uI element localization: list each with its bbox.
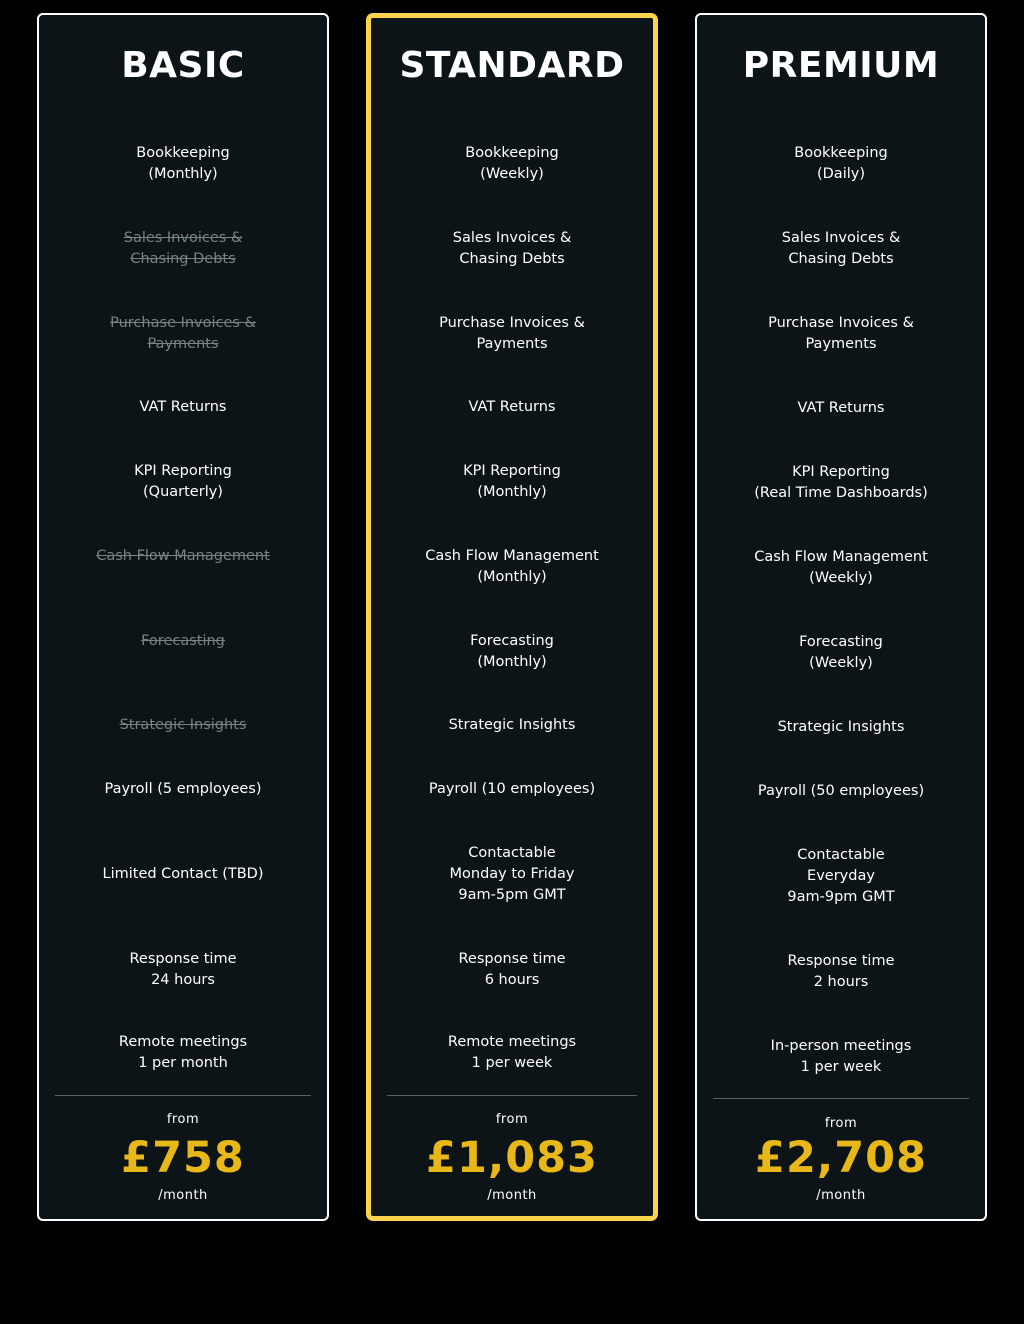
feature-line: (Daily) bbox=[816, 166, 865, 182]
feature-line: Remote meetings bbox=[118, 1034, 248, 1050]
feature-forecasting bbox=[705, 632, 977, 674]
feature-line: Purchase Invoices & bbox=[768, 315, 914, 331]
price-period: /month bbox=[158, 1188, 208, 1203]
feature-line: Response time bbox=[458, 951, 566, 967]
feature-line: (Weekly) bbox=[809, 570, 873, 586]
plan-card-standard bbox=[366, 13, 658, 1221]
feature-line: (Weekly) bbox=[809, 655, 873, 671]
feature-line: Bookkeeping bbox=[794, 145, 888, 161]
feature-line: VAT Returns bbox=[468, 399, 556, 415]
plan-title: STANDARD bbox=[399, 45, 625, 86]
feature-line: Forecasting bbox=[141, 633, 225, 649]
feature-purchase-invoices bbox=[379, 313, 645, 355]
feature-line: In-person meetings bbox=[770, 1038, 912, 1054]
feature-contact bbox=[47, 864, 319, 885]
feature-payroll bbox=[379, 779, 645, 800]
feature-line: 9am-9pm GMT bbox=[787, 889, 895, 905]
feature-cash-flow bbox=[47, 546, 319, 567]
feature-line: Strategic Insights bbox=[119, 717, 247, 733]
feature-kpi-reporting bbox=[47, 461, 319, 503]
feature-vat-returns bbox=[379, 397, 645, 418]
feature-line: Chasing Debts bbox=[459, 251, 565, 267]
from-label: from bbox=[824, 1116, 858, 1131]
feature-line: KPI Reporting bbox=[134, 463, 232, 479]
feature-line: Payroll (50 employees) bbox=[757, 783, 925, 799]
feature-meetings bbox=[379, 1032, 645, 1074]
from-label: from bbox=[495, 1112, 529, 1127]
feature-line: (Monthly) bbox=[477, 484, 547, 500]
feature-line: (Monthly) bbox=[477, 654, 547, 670]
feature-line: Everyday bbox=[807, 868, 875, 884]
feature-strategic-insights bbox=[705, 717, 977, 738]
feature-line: Cash Flow Management bbox=[96, 548, 270, 564]
feature-payroll bbox=[705, 781, 977, 802]
feature-line: Chasing Debts bbox=[788, 251, 894, 267]
divider bbox=[55, 1095, 311, 1096]
feature-line: Remote meetings bbox=[447, 1034, 577, 1050]
feature-vat-returns bbox=[705, 398, 977, 419]
price: £1,083 bbox=[426, 1133, 598, 1183]
feature-line: 1 per week bbox=[800, 1059, 882, 1075]
feature-line: (Quarterly) bbox=[143, 484, 223, 500]
price-period: /month bbox=[816, 1188, 866, 1203]
price: £2,708 bbox=[755, 1133, 927, 1183]
feature-line: Payroll (5 employees) bbox=[104, 781, 262, 797]
feature-line: Sales Invoices & bbox=[123, 230, 243, 246]
feature-strategic-insights bbox=[379, 715, 645, 736]
feature-bookkeeping bbox=[379, 143, 645, 185]
feature-meetings bbox=[47, 1032, 319, 1074]
feature-sales-invoices bbox=[705, 228, 977, 270]
feature-line: Sales Invoices & bbox=[781, 230, 901, 246]
feature-payroll bbox=[47, 779, 319, 800]
feature-line: Forecasting bbox=[470, 633, 554, 649]
feature-line: (Real Time Dashboards) bbox=[754, 485, 928, 501]
feature-contact bbox=[705, 845, 977, 908]
feature-line: Payments bbox=[147, 336, 219, 352]
feature-purchase-invoices bbox=[705, 313, 977, 355]
feature-response-time bbox=[47, 949, 319, 991]
price-period: /month bbox=[487, 1188, 537, 1203]
feature-line: Contactable bbox=[797, 847, 885, 863]
feature-line: Limited Contact (TBD) bbox=[102, 866, 264, 882]
feature-line: 1 per month bbox=[138, 1055, 228, 1071]
feature-cash-flow bbox=[379, 546, 645, 588]
feature-line: Cash Flow Management bbox=[425, 548, 599, 564]
feature-purchase-invoices bbox=[47, 313, 319, 355]
feature-line: 9am-5pm GMT bbox=[458, 887, 566, 903]
plan-card-basic bbox=[37, 13, 329, 1221]
feature-line: Monday to Friday bbox=[449, 866, 575, 882]
feature-forecasting bbox=[379, 631, 645, 673]
feature-line: Forecasting bbox=[799, 634, 883, 650]
feature-line: VAT Returns bbox=[139, 399, 227, 415]
feature-vat-returns bbox=[47, 397, 319, 418]
feature-sales-invoices bbox=[379, 228, 645, 270]
feature-strategic-insights bbox=[47, 715, 319, 736]
feature-line: 6 hours bbox=[484, 972, 540, 988]
feature-bookkeeping bbox=[705, 143, 977, 185]
feature-response-time bbox=[379, 949, 645, 991]
feature-response-time bbox=[705, 951, 977, 993]
feature-kpi-reporting bbox=[379, 461, 645, 503]
feature-sales-invoices bbox=[47, 228, 319, 270]
feature-line: VAT Returns bbox=[797, 400, 885, 416]
feature-line: Cash Flow Management bbox=[754, 549, 928, 565]
feature-line: (Monthly) bbox=[477, 569, 547, 585]
feature-line: Contactable bbox=[468, 845, 556, 861]
plan-card-premium bbox=[695, 13, 987, 1221]
from-label: from bbox=[166, 1112, 200, 1127]
plan-title: PREMIUM bbox=[742, 45, 940, 86]
feature-line: KPI Reporting bbox=[792, 464, 890, 480]
feature-bookkeeping bbox=[47, 143, 319, 185]
feature-line: Response time bbox=[787, 953, 895, 969]
feature-line: Response time bbox=[129, 951, 237, 967]
feature-line: Purchase Invoices & bbox=[110, 315, 256, 331]
feature-line: Bookkeeping bbox=[136, 145, 230, 161]
feature-line: Strategic Insights bbox=[777, 719, 905, 735]
plan-title: BASIC bbox=[121, 45, 245, 86]
feature-line: 1 per week bbox=[471, 1055, 553, 1071]
feature-line: Strategic Insights bbox=[448, 717, 576, 733]
feature-line: (Monthly) bbox=[148, 166, 218, 182]
feature-cash-flow bbox=[705, 547, 977, 589]
feature-line: 24 hours bbox=[151, 972, 215, 988]
feature-line: Bookkeeping bbox=[465, 145, 559, 161]
feature-forecasting bbox=[47, 631, 319, 652]
feature-kpi-reporting bbox=[705, 462, 977, 504]
feature-line: Chasing Debts bbox=[130, 251, 236, 267]
feature-contact bbox=[379, 843, 645, 906]
price: £758 bbox=[121, 1133, 245, 1183]
feature-line: Sales Invoices & bbox=[452, 230, 572, 246]
feature-line: Payroll (10 employees) bbox=[428, 781, 596, 797]
feature-line: KPI Reporting bbox=[463, 463, 561, 479]
feature-line: 2 hours bbox=[813, 974, 869, 990]
feature-line: Payments bbox=[805, 336, 877, 352]
divider bbox=[387, 1095, 637, 1096]
feature-line: Payments bbox=[476, 336, 548, 352]
divider bbox=[713, 1098, 969, 1099]
feature-meetings bbox=[705, 1036, 977, 1078]
feature-line: (Weekly) bbox=[480, 166, 544, 182]
feature-line: Purchase Invoices & bbox=[439, 315, 585, 331]
